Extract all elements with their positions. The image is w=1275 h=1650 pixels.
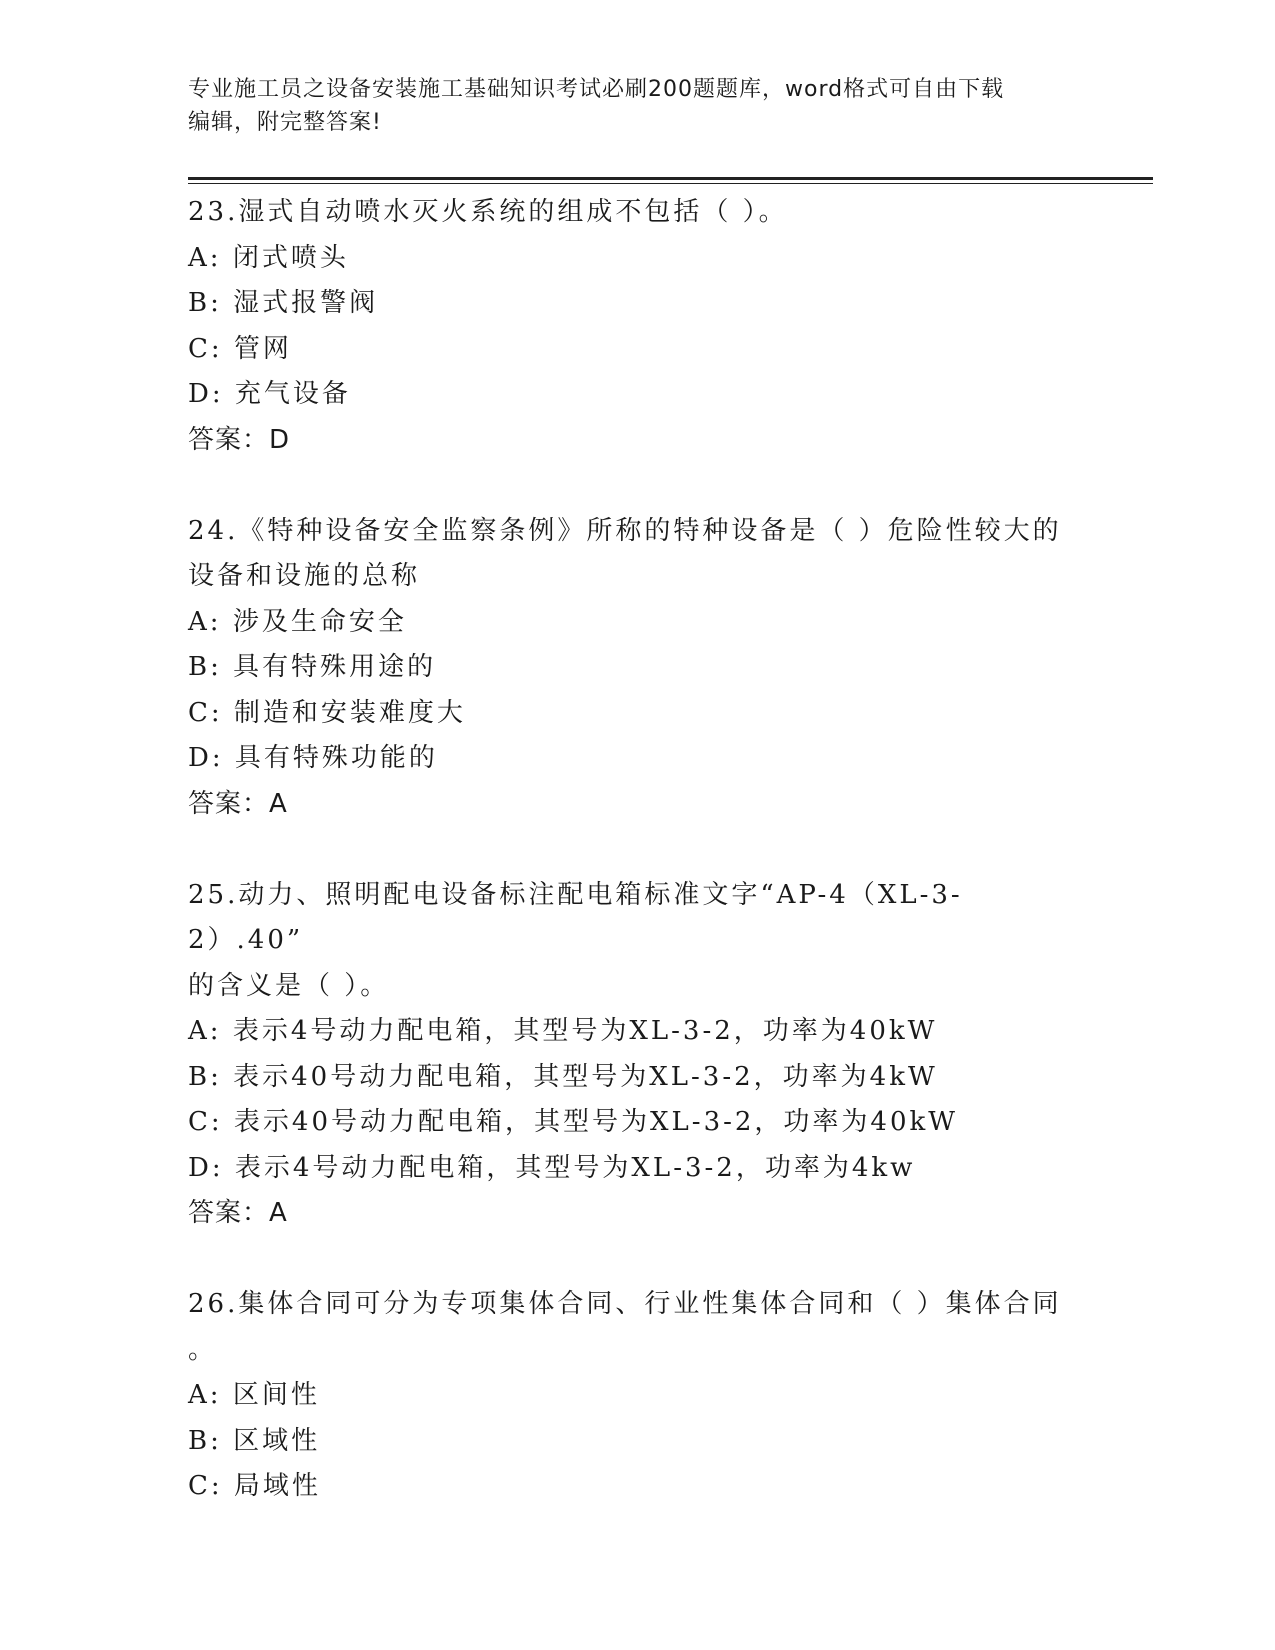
- option-letter: C:: [188, 333, 223, 364]
- option-text: 制造和安装难度大: [233, 697, 466, 728]
- answer-key: 答案：A: [188, 788, 288, 819]
- header-line-1: 专业施工员之设备安装施工基础知识考试必刷200题题库，word格式可自由下载: [188, 77, 1005, 102]
- header-line-2: 编辑，附完整答案!: [188, 110, 382, 135]
- option-letter: B:: [188, 1061, 222, 1092]
- answer-option: [188, 1100, 1068, 1146]
- option-text: 充气设备: [234, 379, 351, 409]
- answer-option: [188, 645, 1068, 691]
- option-text: 管网: [233, 333, 292, 364]
- answer-option: [188, 736, 1068, 782]
- answer-option: [188, 691, 1068, 737]
- option-text: 具有特殊功能的: [234, 743, 438, 773]
- option-text: 表示4号动力配电箱，其型号为XL-3-2，功率为4kw: [234, 1152, 916, 1183]
- header-divider-thin: [188, 183, 1153, 184]
- option-text: 表示4号动力配电箱，其型号为XL-3-2，功率为40kW: [232, 1016, 938, 1046]
- question-block: [188, 1282, 1068, 1510]
- option-text: 具有特殊用途的: [233, 652, 437, 682]
- option-letter: C:: [188, 1471, 223, 1501]
- answer-option: [188, 327, 1068, 373]
- question-list: [188, 190, 1068, 1555]
- option-text: 区间性: [232, 1380, 320, 1410]
- option-letter: D:: [188, 1152, 224, 1183]
- answer-option: [188, 1373, 1068, 1419]
- answer-option: [188, 1055, 1068, 1101]
- question-text: 24.《特种设备安全监察条例》所称的特种设备是（ ）危险性较大的: [188, 515, 1062, 546]
- option-text: 表示40号动力配电箱，其型号为XL-3-2，功率为40kW: [233, 1107, 958, 1137]
- answer-key: 答案：D: [188, 424, 291, 455]
- question-block: [188, 190, 1068, 463]
- question-text: 的含义是（ ）。: [188, 970, 390, 1001]
- question-text: 。: [188, 1334, 218, 1365]
- answer-option: [188, 372, 1068, 418]
- option-letter: C:: [188, 697, 223, 728]
- option-text: 区域性: [233, 1425, 321, 1456]
- question-text: 25.动力、照明配电设备标注配电箱标准文字“AP-4（XL-3-2）.40”: [188, 879, 963, 955]
- option-letter: A:: [188, 1016, 222, 1046]
- answer-option: [188, 281, 1068, 327]
- answer-option: [188, 1464, 1068, 1510]
- answer-option: [188, 1009, 1068, 1055]
- question-text: 设备和设施的总称: [188, 561, 421, 591]
- question-block: [188, 509, 1068, 828]
- option-letter: A:: [188, 1380, 222, 1410]
- answer-option: [188, 600, 1068, 646]
- answer-key: 答案：A: [188, 1198, 288, 1228]
- option-letter: A:: [188, 606, 222, 637]
- question-block: [188, 873, 1068, 1237]
- option-text: 表示40号动力配电箱，其型号为XL-3-2，功率为4kW: [233, 1061, 938, 1092]
- option-text: 湿式报警阀: [233, 288, 379, 318]
- answer-option: [188, 1419, 1068, 1465]
- option-letter: D:: [188, 743, 224, 773]
- option-letter: A:: [188, 242, 222, 273]
- question-text: 26.集体合同可分为专项集体合同、行业性集体合同和（ ）集体合同: [188, 1289, 1062, 1319]
- option-text: 局域性: [233, 1471, 321, 1501]
- answer-option: [188, 236, 1068, 282]
- option-letter: B:: [188, 1425, 222, 1456]
- option-letter: B:: [188, 652, 222, 682]
- option-text: 涉及生命安全: [232, 606, 407, 637]
- option-letter: D:: [188, 379, 224, 409]
- option-letter: B:: [188, 288, 222, 318]
- option-letter: C:: [188, 1107, 223, 1137]
- header-divider-thick: [188, 177, 1153, 180]
- option-text: 闭式喷头: [232, 242, 349, 273]
- question-text: 23.湿式自动喷水灭火系统的组成不包括（ ）。: [188, 197, 788, 227]
- document-header: [188, 73, 1088, 139]
- answer-option: [188, 1146, 1068, 1192]
